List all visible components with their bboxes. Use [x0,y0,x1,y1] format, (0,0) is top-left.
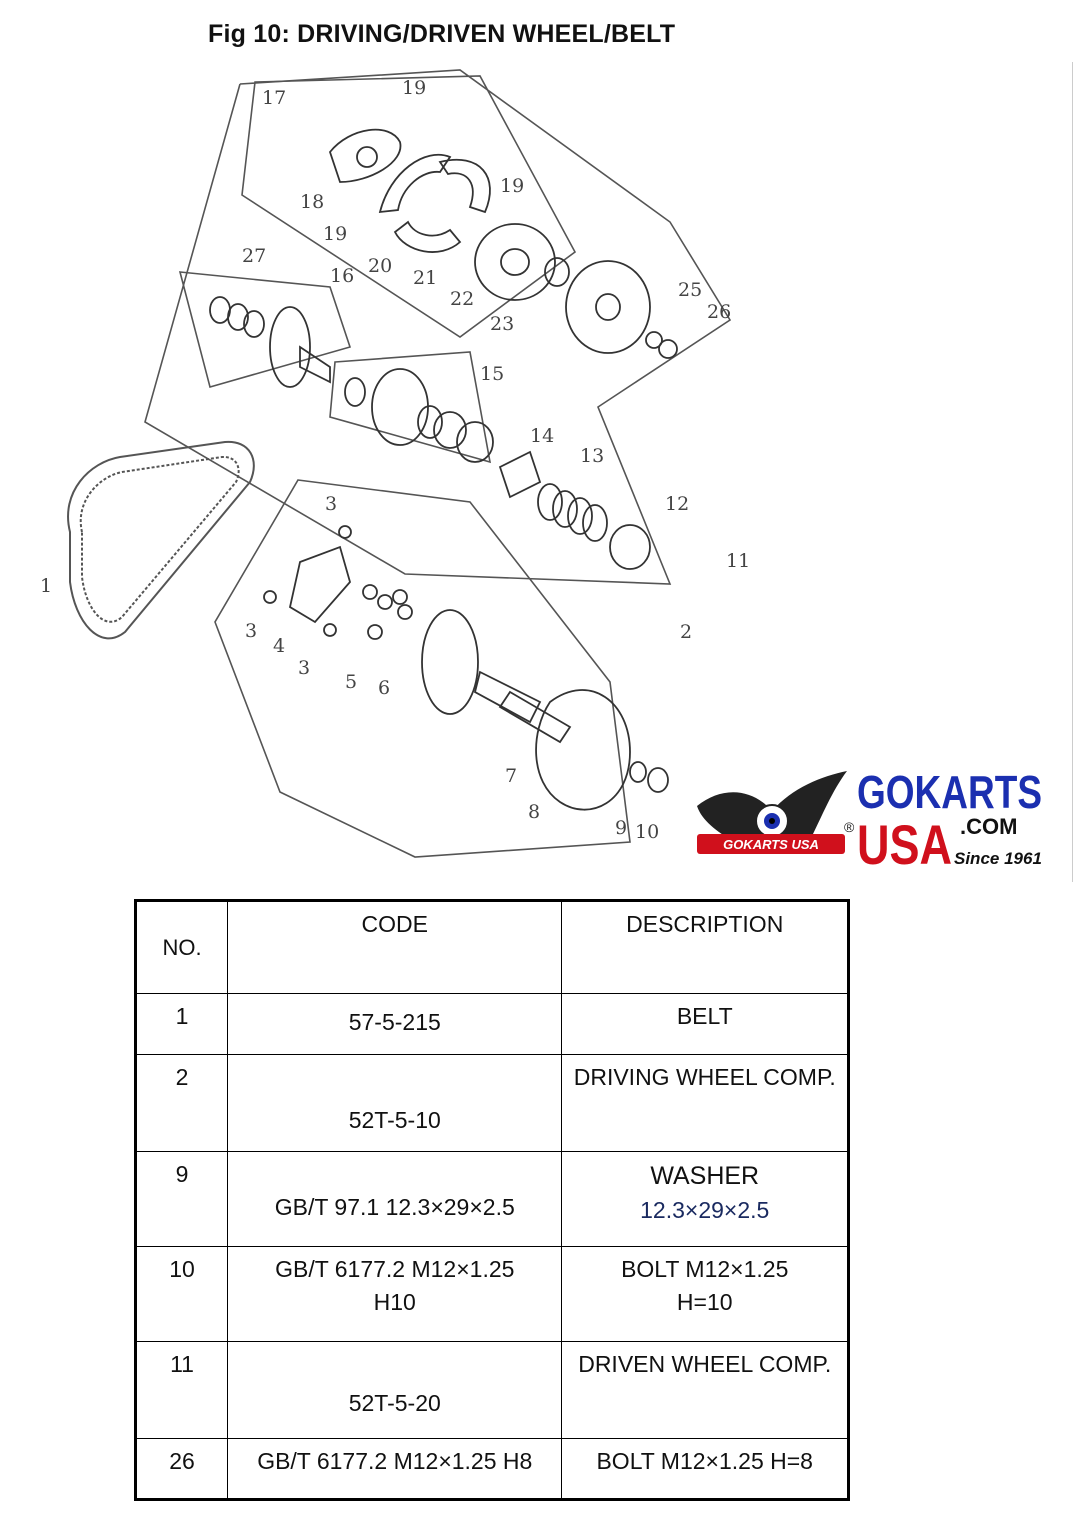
row-description-sub: H=10 [676,1289,733,1316]
moveable-driven-face [372,369,428,445]
callout-19c: 19 [323,223,348,245]
callout-17: 17 [262,87,287,109]
clutch-bell [566,261,650,353]
logo-badge-text: GOKARTS USA [723,837,819,852]
callout-3a: 3 [325,493,338,515]
header-code: CODE [228,901,562,994]
callout-25: 25 [678,279,703,301]
row-code: 57-5-215 [228,994,562,1055]
callout-20: 20 [368,255,393,277]
winged-eyeball-icon [697,771,847,867]
movable-drive-face [422,610,478,714]
table-row [136,994,849,1055]
table-row [136,1152,849,1247]
row-no: 10 [136,1247,228,1342]
callout-4: 4 [273,635,286,657]
table-row [136,1247,849,1342]
callout-18: 18 [300,191,325,213]
row-code: 52T-5-10 [228,1055,562,1152]
row-no: 26 [136,1439,228,1500]
header-description: DESCRIPTION [562,901,849,994]
sleeve-group-boundary [180,272,350,387]
row-description: BOLT M12×1.25 [621,1256,789,1282]
bushing [610,525,650,569]
callout-19a: 19 [402,77,427,99]
callout-14: 14 [530,425,555,447]
logo-badge-sub: .COM [806,856,834,867]
row-code: GB/T 6177.2 M12×1.25 [275,1256,515,1282]
header-no: NO. [136,901,228,994]
exploded-parts-diagram [30,62,790,882]
row-code: 52T-5-20 [228,1342,562,1439]
callout-5: 5 [345,671,358,693]
page-edge-divider [1072,62,1073,882]
callout-16: 16 [330,265,355,287]
gokarts-usa-logo [692,766,1052,876]
row-description: DRIVEN WHEEL COMP. [562,1342,849,1439]
logo-since: Since 1961 [954,849,1042,868]
callout-1: 1 [40,575,53,597]
callout-10: 10 [635,821,660,843]
logo-brand-top: GOKARTS [857,766,1042,818]
row-no: 2 [136,1055,228,1152]
row-description: BOLT M12×1.25 H=8 [562,1439,849,1500]
callout-11: 11 [726,550,751,572]
row-description-cell [562,1152,849,1247]
callout-23: 23 [490,313,515,335]
row-code: GB/T 97.1 12.3×29×2.5 [228,1152,562,1247]
callout-26: 26 [707,301,732,323]
registered-mark: ® [844,819,855,835]
row-no: 11 [136,1342,228,1439]
callout-3c: 3 [298,657,311,679]
row-description: WASHER [650,1162,760,1190]
row-description-sub: 12.3×29×2.5 [640,1197,770,1224]
callout-12: 12 [665,493,690,515]
belt-part [68,442,254,639]
callout-6: 6 [378,677,391,699]
row-code-sub: H10 [373,1289,416,1316]
fixed-drive-face [536,690,630,810]
callout-21: 21 [413,267,438,289]
callout-3b: 3 [245,620,258,642]
callout-9: 9 [615,817,628,839]
driven-pulley-face [270,307,310,387]
logo-dotcom: .COM [960,814,1018,839]
row-description-cell [562,1247,849,1342]
row-description: BELT [562,994,849,1055]
clutch-plate [330,130,400,182]
spring [538,484,562,520]
row-code-cell [228,1247,562,1342]
callout-27: 27 [242,245,267,267]
table-row [136,1439,849,1500]
sleeve [500,452,540,497]
callout-13: 13 [580,445,605,467]
row-no: 9 [136,1152,228,1247]
clutch-drum-plate [475,224,555,300]
table-row [136,1342,849,1439]
parts-table [134,899,850,1501]
figure-title: Fig 10: DRIVING/DRIVEN WHEEL/BELT [208,20,676,48]
callout-7: 7 [505,765,518,787]
pulley-group-boundary [330,352,490,462]
clutch-group-boundary [242,76,575,337]
callout-2: 2 [680,621,693,643]
table-row [136,1055,849,1152]
table-header-row [136,901,849,994]
ramp-plate [290,547,350,622]
callout-8: 8 [528,801,541,823]
row-description: DRIVING WHEEL COMP. [562,1055,849,1152]
logo-brand-bottom: USA [857,813,952,876]
callout-19b: 19 [500,175,525,197]
row-no: 1 [136,994,228,1055]
callout-15: 15 [480,363,505,385]
row-code: GB/T 6177.2 M12×1.25 H8 [228,1439,562,1500]
callout-22: 22 [450,288,475,310]
